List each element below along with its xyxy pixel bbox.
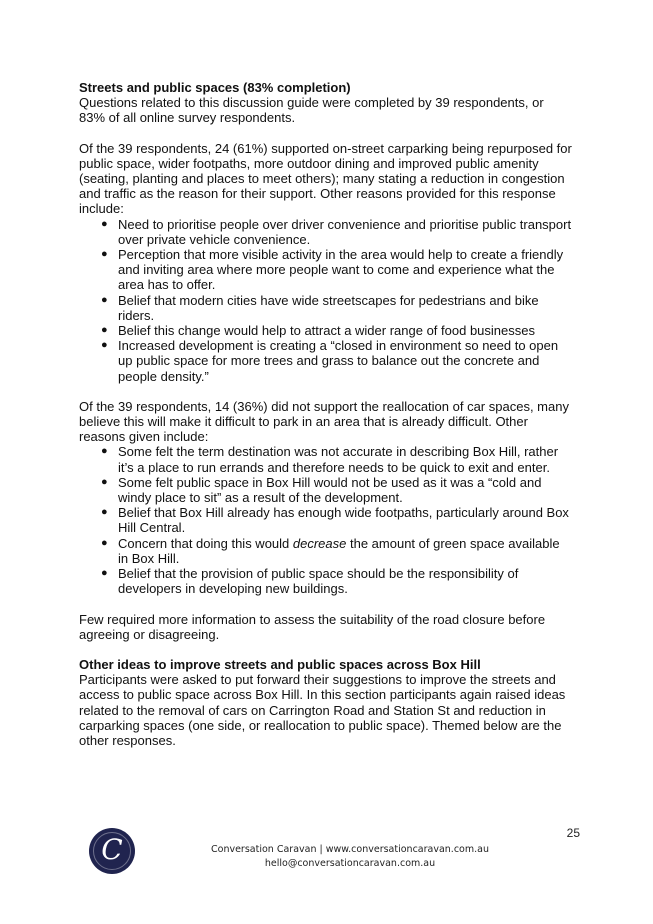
list-item: ● Belief that modern cities have wide streetscapes for pedestrians and bike riders.: [101, 292, 539, 323]
few-required-paragraph: Few required more information to assess the suitability of the road closure before agreeing or disagreeing.: [79, 611, 546, 642]
document-body: [79, 80, 573, 748]
footer-contact: [190, 843, 510, 871]
logo-letter: C: [101, 833, 123, 866]
concern-text: Concern that doing this would decrease the amount of green space available in Box Hill.: [118, 535, 560, 566]
oppose-reasons-list: [79, 444, 573, 596]
bullet-icon: ●: [101, 475, 108, 488]
bullet-icon: ●: [101, 506, 108, 519]
list-item: ● Need to prioritise people over driver convenience and prioritise public transport over private vehicle convenience.: [101, 216, 572, 247]
bullet-icon: ●: [101, 339, 108, 352]
support-reasons-list: [79, 217, 573, 384]
bullet-icon: ●: [101, 293, 108, 306]
list-item: ● Increased development is creating a “closed in environment so need to open up public space for more trees and grass to balance out the concrete and people density.”: [101, 338, 559, 384]
other-ideas-paragraph: Participants were asked to put forward their suggestions to improve the streets and access to public space across Box Hill. In this section participants again raised ideas related to the removal of cars on Carrington Road and Station St and reduction in carparking spaces (one side, or reallocation to public space). Themed below are the other responses.: [79, 672, 566, 748]
bullet-icon: ●: [101, 324, 108, 337]
footer-line-website: Conversation Caravan | www.conversationcaravan.com.au: [211, 844, 489, 855]
oppose-paragraph: Of the 39 respondents, 14 (36%) did not support the reallocation of car spaces, many believe this will make it difficult to park in an area that is already difficult. Other reasons given include:: [79, 398, 569, 445]
section-heading-streets: Streets and public spaces (83% completion): [79, 80, 351, 95]
conversation-caravan-logo: [89, 828, 135, 874]
list-item: ● Perception that more visible activity in the area would help to create a friendly and inviting area where more people want to come and experience what the area has to offer.: [101, 247, 564, 293]
page-number: 25: [566, 826, 580, 840]
list-item: ● Belief that Box Hill already has enough wide footpaths, particularly around Box Hill Central.: [101, 505, 569, 536]
footer-line-email: hello@conversationcaravan.com.au: [264, 858, 436, 869]
intro-paragraph: Questions related to this discussion guide were completed by 39 respondents, or 83% of all online survey respondents.: [79, 95, 544, 126]
section-heading-other-ideas: Other ideas to improve streets and public spaces across Box Hill: [79, 656, 481, 672]
bullet-icon: ●: [101, 445, 108, 458]
emphasis-decrease: decrease: [292, 535, 347, 551]
list-item: [79, 536, 573, 566]
list-item: ● Belief this change would help to attract a wider range of food businesses: [101, 323, 535, 339]
list-item: ● Belief that the provision of public space should be the responsibility of developers in developing new buildings.: [101, 566, 519, 597]
bullet-icon: ●: [101, 217, 108, 230]
list-item: ● Some felt public space in Box Hill would not be used as it was a “cold and windy place to sit” as a result of the development.: [101, 474, 542, 506]
list-item: ● Some felt the term destination was not accurate in describing Box Hill, rather it’s a place to run errands and therefore needs to be quick to exit and enter.: [101, 444, 559, 475]
bullet-icon: ●: [101, 567, 108, 580]
bullet-icon: ●: [101, 536, 108, 549]
bullet-icon: ●: [101, 248, 108, 261]
support-paragraph: Of the 39 respondents, 24 (61%) supported on-street carparking being repurposed for public space, wider footpaths, more outdoor dining and improved public amenity (seating, planting and places to meet others); many stating a reduction in congestion and traffic as the reason for their support. Other reasons provided for this response include:: [79, 140, 572, 217]
